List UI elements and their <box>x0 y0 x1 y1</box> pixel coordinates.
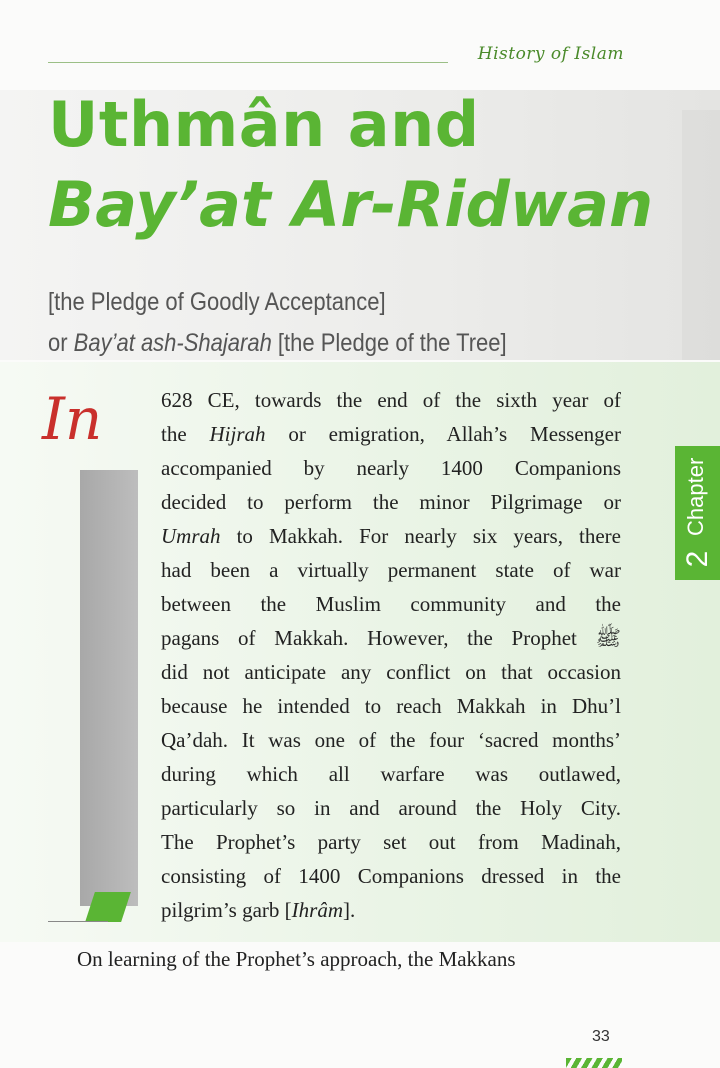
body-line <box>161 485 621 519</box>
body-text-segment: had been a virtually permanent state of war <box>161 558 621 582</box>
body-paragraph-2: On learning of the Prophet’s approach, the Makkans <box>77 947 516 971</box>
body-line <box>161 553 621 587</box>
body-text-segment: accompanied by nearly 1400 Companions <box>161 456 621 480</box>
body-line <box>161 451 621 485</box>
body-text-segment: pagans of Makkah. However, the Prophet ﷺ <box>161 626 621 650</box>
body-text-segment: particularly so in and around the Holy City. <box>161 796 621 820</box>
body-text-segment: The Prophet’s party set out from Madinah, <box>161 830 621 854</box>
subtitle-suffix: [the Pledge of the Tree] <box>271 329 507 357</box>
body-line <box>161 723 621 757</box>
body-text-segment: consisting of 1400 Companions dressed in the <box>161 864 621 888</box>
body-line <box>161 791 621 825</box>
chapter-tab <box>675 446 720 580</box>
page-number: 33 <box>592 1028 610 1045</box>
body-line <box>161 417 621 451</box>
running-header: History of Islam <box>477 44 624 64</box>
body-text-segment: ]. <box>343 898 356 922</box>
body-line <box>161 689 621 723</box>
subtitle-italic: Bay’at ash-Shajarah <box>73 329 272 357</box>
header-rule <box>48 62 448 63</box>
body-line <box>161 383 621 417</box>
chapter-title-line2: Bay’at Ar-Ridwan <box>48 168 654 241</box>
subtitle-line1: [the Pledge of Goodly Acceptance] <box>48 288 386 316</box>
decorative-gray-bar <box>80 470 138 906</box>
subtitle-prefix: or <box>48 329 74 357</box>
body-line <box>161 859 621 893</box>
chapter-tab-number: 2 <box>681 550 714 568</box>
body-line <box>161 655 621 689</box>
body-text-segment: during which all warfare was outlawed, <box>161 762 621 786</box>
body-text-segment: between the Muslim community and the <box>161 592 621 616</box>
body-text-segment: 628 CE, towards the end of the sixth year of <box>161 388 621 412</box>
body-text-segment: did not anticipate any conflict on that occasion <box>161 660 621 684</box>
body-line <box>161 757 621 791</box>
body-text-segment: Qa’dah. It was one of the four ‘sacred months’ <box>161 728 621 752</box>
body-paragraph-1 <box>161 383 621 927</box>
body-line <box>161 519 621 553</box>
body-text-segment: because he intended to reach Makkah in Dhu’l <box>161 694 621 718</box>
body-text-segment: to Makkah. For nearly six years, there <box>220 524 621 548</box>
footer-stripes <box>566 1058 622 1068</box>
chapter-title <box>48 88 654 241</box>
body-text-segment: decided to perform the minor Pilgrimage or <box>161 490 621 514</box>
decorative-rule <box>48 921 108 922</box>
chapter-tab-label: Chapter <box>683 457 708 537</box>
italic-term: Hijrah <box>209 422 266 446</box>
subtitle-line2 <box>48 323 541 364</box>
italic-term: Umrah <box>161 524 221 548</box>
body-text-segment: or emigration, Allah’s Messenger <box>265 422 621 446</box>
body-line <box>161 825 621 859</box>
edge-strip <box>682 110 720 360</box>
body-text-segment: the <box>161 422 210 446</box>
chapter-subtitle <box>48 282 541 364</box>
body-line <box>161 893 621 927</box>
body-line <box>161 587 621 621</box>
body-text-segment: pilgrim’s garb [ <box>161 898 292 922</box>
italic-term: Ihrâm <box>291 898 343 922</box>
drop-cap: In <box>42 385 103 453</box>
body-line <box>161 621 621 655</box>
chapter-title-line1: Uthmân and <box>48 88 480 161</box>
